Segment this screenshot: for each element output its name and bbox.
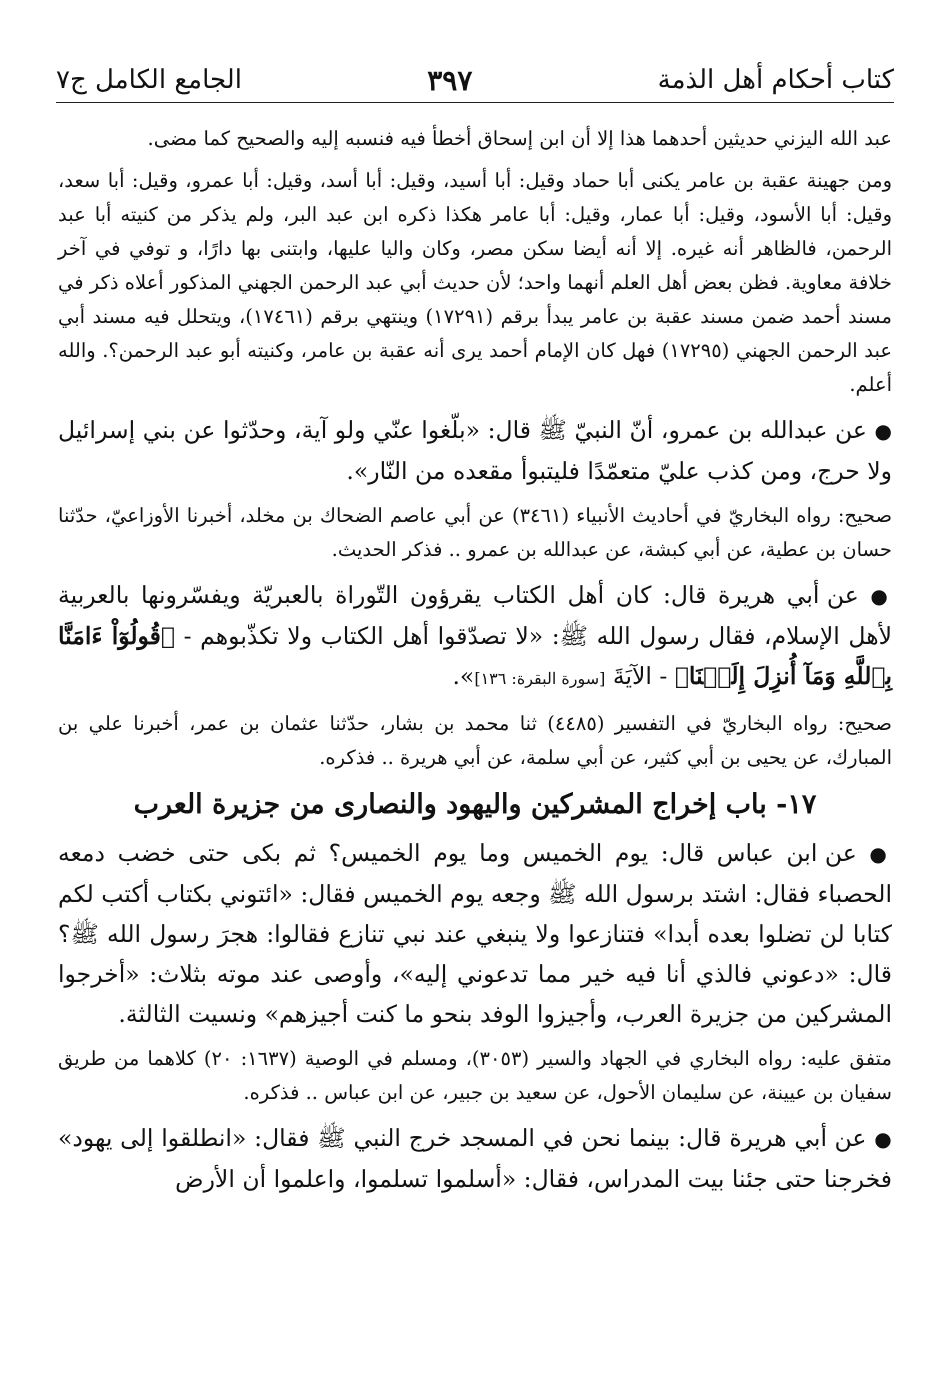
hadith-paragraph — [58, 575, 892, 699]
book-title: كتاب أحكام أهل الذمة — [657, 65, 894, 95]
bullet-icon: ● — [874, 419, 892, 443]
hadith-paragraph — [58, 833, 892, 1034]
page-header — [56, 58, 894, 103]
volume-title: الجامع الكامل ج٧ — [56, 65, 242, 95]
chapter-heading: ١٧- باب إخراج المشركين واليهود والنصارى من جزيرة العرب — [133, 789, 817, 820]
quran-verse: ﴿قُولُوٓاْ ءَامَنَّا بِٱللَّهِ وَمَآ أُنزِلَ إِلَيۡنَا﴾ — [58, 622, 892, 690]
bullet-icon: ● — [874, 1127, 892, 1151]
hadith-text: عن ابن عباس قال: يوم الخميس وما يوم الخميس؟ ثم بكى حتى خضب دمعه الحصباء فقال: اشتد برسول الله ﷺ وجعه يوم الخميس فقال: «ائتوني بكتاب أكتب لكم كتابا لن تضلوا بعده أبدا» فتنازعوا ولا ينبغي عند نبي تنازع فقالوا: هجرَ رسول الله ﷺ؟ قال: «دعوني فالذي أنا فيه خير مما تدعوني إليه»، وأوصى عند موته بثلاث: «أخرجوا المشركين من جزيرة العرب، وأجيزوا الوفد بنحو ما كنت أجيزهم» ونسيت الثالثة. — [58, 839, 892, 1028]
surah-reference: [سورة البقرة: ١٣٦] — [474, 669, 606, 688]
quote-end: ». — [452, 662, 475, 690]
footnote-paragraph: عبد الله اليزني حديثين أحدهما هذا إلا أن ابن إسحاق أخطأ فيه فنسبه إليه والصحيح كما مضى. — [147, 127, 892, 150]
page-body — [58, 122, 892, 1207]
hadith-text: عن عبدالله بن عمرو، أنّ النبيّ ﷺ قال: «بلّغوا عنّي ولو آية، وحدّثوا عن بني إسرائيل ولا حرج، ومن كذب عليّ متعمّدًا فليتبوأ مقعده من النّار». — [58, 416, 892, 485]
hadith-text: عن أبي هريرة قال: بينما نحن في المسجد خرج النبي ﷺ فقال: «انطلقوا إلى يهود» فخرجنا حتى جئنا بيت المدراس، فقال: «أسلموا تسلموا، واعلموا أن الأرض — [58, 1124, 892, 1193]
hadith-paragraph — [58, 410, 892, 491]
hadith-text: عن أبي هريرة قال: كان أهل الكتاب يقرؤون التّوراة بالعبريّة ويفسّرونها بالعربية لأهل الإسلام، فقال رسول الله ﷺ: «لا تصدّقوا أهل الكتاب ولا تكذّبوهم - — [58, 581, 892, 650]
footnote-paragraph: ومن جهينة عقبة بن عامر يكنى أبا حماد وقيل: أبا أسيد، وقيل: أبا أسد، وقيل: أبا عمرو، وقيل: أبا سعد، وقيل: أبا الأسود، وقيل: أبا عمار، وقيل: أبا عامر هكذا ذكره ابن عبد البر، ولم يذكر من كنيته أبا عبد الرحمن، فالظاهر أنه غيره. إلا أنه أيضا سكن مصر، وكان واليا عليها، وابتنى بها دارًا، و توفي في آخر خلافة معاوية. فظن بعض أهل العلم أنهما واحد؛ لأن حديث أبي عبد الرحمن الجهني المذكور أعلاه ذكر في مسند أحمد ضمن مسند عقبة بن عامر يبدأ برقم (١٧٢٩١) وينتهي برقم (١٧٤٦١)، ويتحلل فيه مسند أبي عبد الرحمن الجهني (١٧٢٩٥) فهل كان الإمام أحمد يرى أنه عقبة بن عامر، وكنيته أبو عبد الرحمن؟. والله أعلم. — [58, 169, 892, 396]
bullet-icon: ● — [870, 584, 892, 608]
takhrij-paragraph: متفق عليه: رواه البخاري في الجهاد والسير (٣٠٥٣)، ومسلم في الوصية (١٦٣٧: ٢٠) كلاهما من طريق سفيان بن عيينة، عن سليمان الأحول، عن سعيد بن جبير، عن ابن عباس .. فذكره. — [58, 1047, 892, 1104]
verse-marker: - الآيَةَ — [605, 662, 675, 690]
hadith-paragraph — [58, 1118, 892, 1199]
takhrij-paragraph: صحيح: رواه البخاريّ في أحاديث الأنبياء (٣٤٦١) عن أبي عاصم الضحاك بن مخلد، أخبرنا الأوزاعيّ، حدّثنا حسان بن عطية، عن أبي كبشة، عن عبدالله بن عمرو .. فذكر الحديث. — [58, 504, 893, 561]
page-number: ٣٩٧ — [427, 63, 473, 97]
bullet-icon: ● — [869, 842, 893, 866]
takhrij-paragraph: صحيح: رواه البخاريّ في التفسير (٤٤٨٥) ثنا محمد بن بشار، حدّثنا عثمان بن عمر، أخبرنا علي بن المبارك، عن يحيى بن أبي كثير، عن أبي سلمة، عن أبي هريرة .. فذكره. — [58, 712, 892, 769]
